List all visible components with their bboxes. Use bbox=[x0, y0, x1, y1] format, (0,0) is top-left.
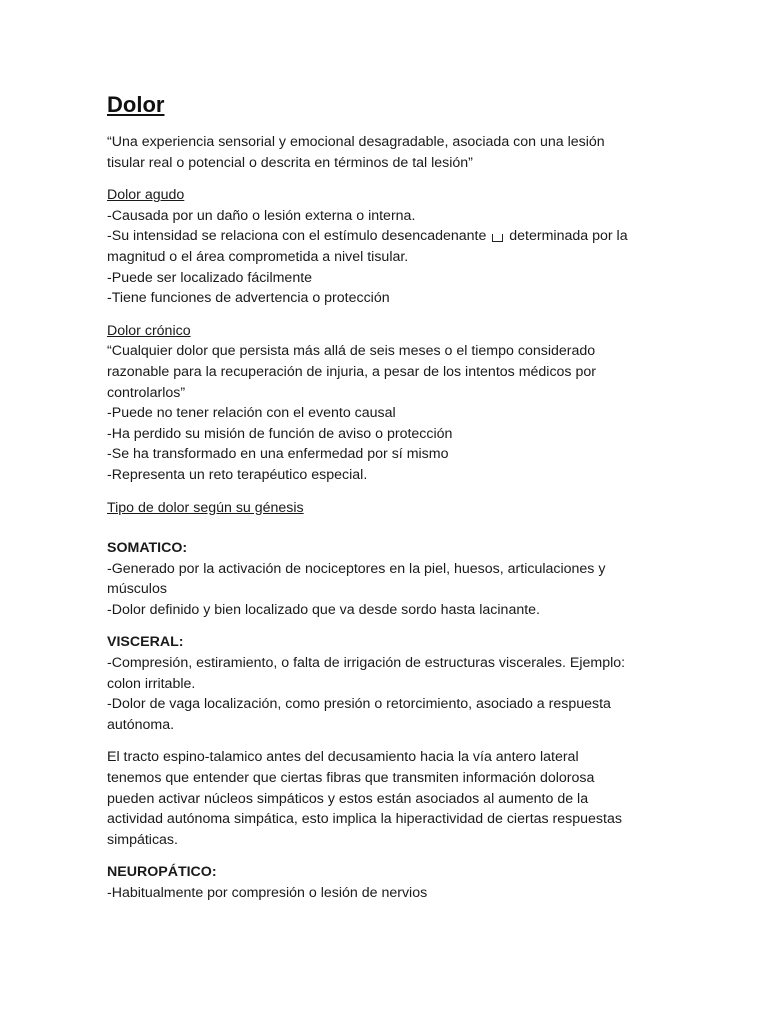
text-line: -Tiene funciones de advertencia o protección bbox=[107, 290, 390, 307]
text-line: -Compresión, estiramiento, o falta de irrigación de estructuras viscerales. Ejemplo: bbox=[107, 655, 626, 672]
text-line: -Habitualmente por compresión o lesión de nervios bbox=[107, 885, 428, 901]
text-line bbox=[107, 226, 728, 247]
paragraph-tracto bbox=[107, 747, 728, 850]
text-line: controlarlos” bbox=[107, 384, 186, 401]
definition-quote bbox=[107, 132, 728, 173]
text-line: músculos bbox=[107, 581, 167, 598]
section-dolor-agudo bbox=[107, 185, 728, 309]
definition-line: tisular real o potencial o descrita en términos de tal lesión” bbox=[107, 154, 473, 171]
definition-line: “Una experiencia sensorial y emocional desagradable, asociada con una lesión bbox=[107, 134, 605, 150]
text-line: -Representa un reto terapéutico especial. bbox=[107, 466, 368, 483]
text-line: tenemos que entender que ciertas fibras que transmiten información dolorosa bbox=[107, 770, 595, 787]
page-title: Dolor bbox=[107, 92, 165, 117]
text-line: -Se ha transformado en una enfermedad por sí mismo bbox=[107, 446, 449, 463]
section-heading-somatico: SOMATICO: bbox=[107, 540, 188, 557]
section-heading-genesis: Tipo de dolor según su génesis bbox=[107, 499, 304, 516]
section-heading-dolor-agudo: Dolor agudo bbox=[107, 187, 185, 204]
section-heading-visceral: VISCERAL: bbox=[107, 634, 184, 651]
text-line: -Puede ser localizado fácilmente bbox=[107, 269, 313, 286]
text-fragment: -Su intensidad se relaciona con el estímulo desencadenante bbox=[107, 228, 487, 245]
text-line: simpáticas. bbox=[107, 831, 178, 848]
text-line: -Ha perdido su misión de función de aviso o protección bbox=[107, 425, 453, 442]
text-line: -Causada por un daño o lesión externa o interna. bbox=[107, 207, 416, 224]
section-heading-neuropatico: NEUROPÁTICO: bbox=[107, 864, 217, 881]
section-somatico bbox=[107, 538, 728, 620]
text-fragment: determinada por la bbox=[509, 228, 628, 245]
text-line: actividad autónoma simpática, esto implica la hiperactividad de ciertas respuestas bbox=[107, 811, 622, 828]
section-dolor-cronico bbox=[107, 321, 728, 486]
text-line: -Generado por la activación de nociceptores en la piel, huesos, articulaciones y bbox=[107, 560, 606, 577]
text-line: razonable para la recuperación de injuria, a pesar de los intentos médicos por bbox=[107, 363, 596, 380]
text-line: colon irritable. bbox=[107, 675, 196, 692]
section-neuropatico bbox=[107, 862, 728, 903]
text-line: -Dolor definido y bien localizado que va desde sordo hasta lacinante. bbox=[107, 601, 540, 618]
text-line: magnitud o el área comprometida a nivel tisular. bbox=[107, 248, 409, 265]
text-line: pueden activar núcleos simpáticos y estos están asociados al aumento de la bbox=[107, 790, 589, 807]
section-visceral bbox=[107, 632, 728, 735]
text-line: -Dolor de vaga localización, como presión o retorcimiento, asociado a respuesta bbox=[107, 696, 611, 713]
text-line: “Cualquier dolor que persista más allá de seis meses o el tiempo considerado bbox=[107, 343, 596, 360]
text-line: El tracto espino-talamico antes del decusamiento hacia la vía antero lateral bbox=[107, 749, 579, 766]
text-line: autónoma. bbox=[107, 716, 175, 733]
comment-marker-icon bbox=[492, 234, 503, 242]
section-heading-dolor-cronico: Dolor crónico bbox=[107, 322, 191, 339]
text-line: -Puede no tener relación con el evento causal bbox=[107, 405, 396, 422]
section-genesis bbox=[107, 498, 728, 519]
